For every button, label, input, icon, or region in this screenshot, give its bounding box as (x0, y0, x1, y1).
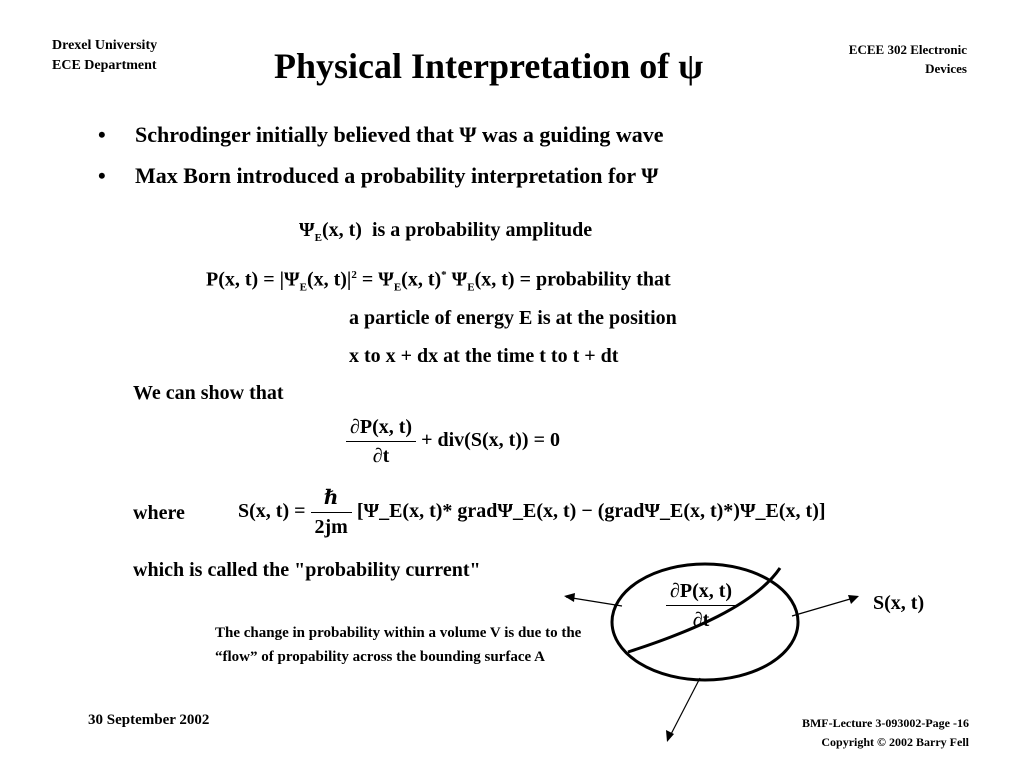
bullet-1 (98, 121, 664, 149)
fraction-numerator: ∂P(x, t) (666, 577, 736, 606)
slide-title: Physical Interpretation of ψ (274, 46, 704, 86)
amplitude-equation (299, 217, 592, 251)
s-vector-label: S(x, t) (873, 592, 925, 614)
footer-ref (802, 714, 969, 752)
bullet-1-text: Schrodinger initially believed that Ψ was a guiding wave (135, 122, 664, 147)
where-label: where (133, 502, 185, 524)
continuity-equation (346, 413, 560, 470)
args: (x, t) (474, 268, 515, 291)
args: (x, t) (321, 219, 362, 241)
probability-equation (206, 262, 671, 301)
dp-dt-fraction (346, 413, 416, 470)
subscript-e: E (314, 232, 322, 244)
continuity-rest: + div(S(x, t)) = 0 (421, 429, 560, 452)
exponent-2: 2 (351, 269, 357, 281)
bullet-marker: • (98, 122, 106, 147)
conjugate-star: * (441, 269, 447, 281)
psi-symbol: Ψ (299, 219, 315, 241)
fraction-denominator: ∂t (692, 609, 710, 631)
p-rhs-text: = probability that (519, 268, 671, 291)
subscript-e: E (467, 281, 475, 294)
arrow-head-left (564, 593, 575, 602)
probability-current-text: which is called the "probability current" (133, 559, 481, 581)
position-time-line: x to x + dx at the time t to t + dt (349, 345, 619, 367)
arrow-head-right (848, 595, 859, 604)
flux-arrow-down (668, 678, 700, 740)
header-course (849, 40, 967, 78)
hbar-fraction (311, 484, 352, 541)
psi-conj: = Ψ (361, 268, 394, 291)
psi-symbol: Ψ (451, 268, 468, 291)
bullet-2 (98, 162, 659, 190)
inside-fraction (666, 577, 736, 634)
s-lhs: S(x, t) = (238, 500, 306, 523)
footer-page-ref: BMF-Lecture 3-093002-Page -16 (801, 716, 969, 730)
footer-copyright: Copyright © 2002 Barry Fell (821, 735, 969, 749)
current-bracket: [Ψ_E(x, t)* gradΨ_E(x, t) − (gradΨ_E(x, t)*)Ψ_E(x, t)] (356, 500, 826, 523)
args: (x, t)| (306, 268, 352, 291)
fraction-numerator: ∂P(x, t) (346, 413, 416, 442)
p-lhs: P(x, t) = (206, 268, 275, 291)
header-course-line2: Devices (925, 61, 967, 76)
header-university: Drexel University (52, 38, 158, 53)
bullet-marker: • (98, 163, 106, 188)
bullet-2-text: Max Born introduced a probability interpretation for Ψ (135, 163, 659, 188)
flux-arrow-right (792, 597, 857, 616)
diagram-note: The change in probability within a volume V is due to the “flow” of propability across the bounding surface A (215, 625, 582, 665)
header-course-line1: ECEE 302 Electronic (848, 42, 967, 57)
diagram-fraction (666, 577, 736, 634)
amplitude-text: is a probability amplitude (371, 219, 593, 241)
args: (x, t) (401, 268, 442, 291)
current-equation (238, 484, 826, 541)
header-institution (52, 36, 157, 76)
particle-energy-line: a particle of energy E is at the position (349, 307, 677, 329)
abs-psi: |Ψ (279, 268, 300, 291)
subscript-e: E (393, 281, 402, 294)
footer-date: 30 September 2002 (88, 712, 210, 728)
header-department: ECE Department (52, 58, 157, 73)
fraction-numerator: ℏ (311, 484, 352, 513)
subscript-e: E (299, 281, 307, 294)
fraction-denominator: 2jm (314, 516, 348, 538)
fraction-denominator: ∂t (372, 445, 390, 467)
we-can-show: We can show that (133, 382, 284, 404)
